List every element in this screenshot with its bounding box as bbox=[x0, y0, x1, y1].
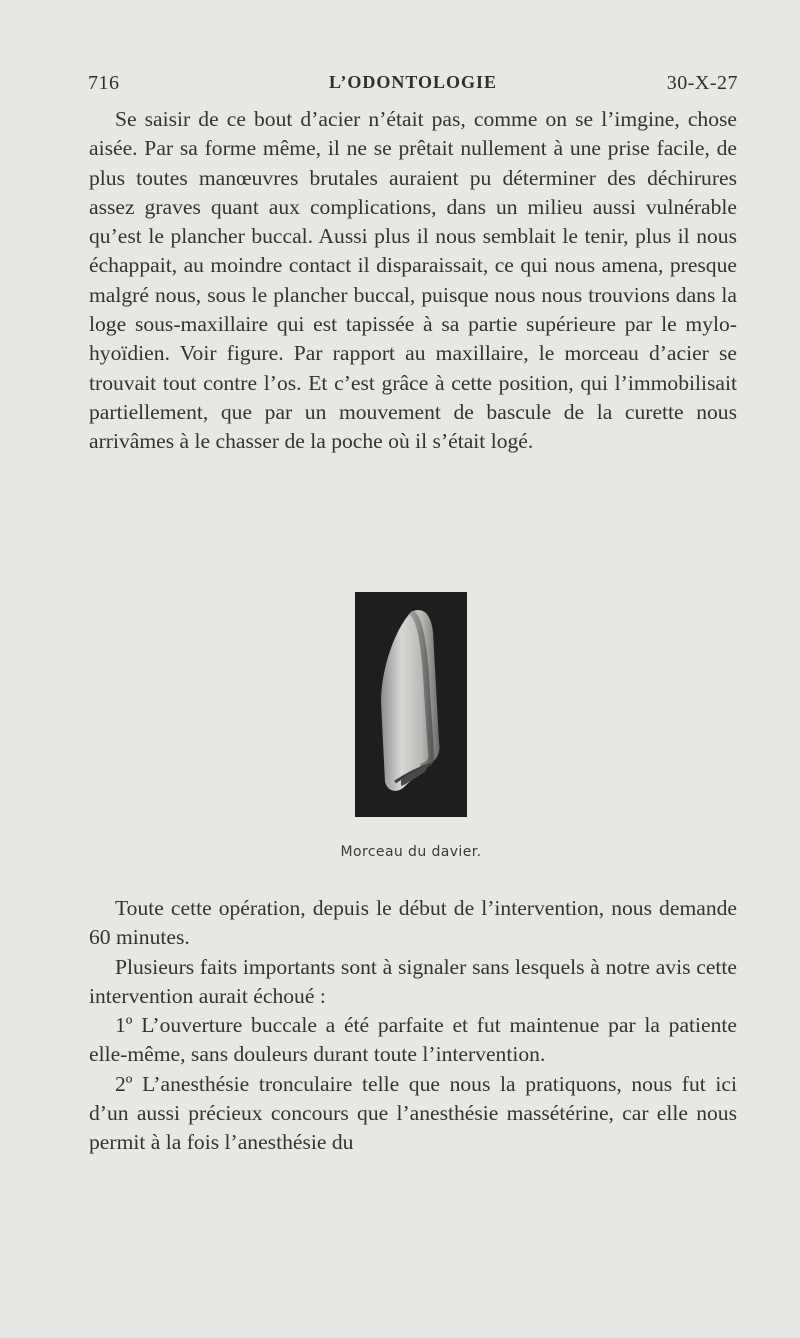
figure-caption: Morceau du davier. bbox=[340, 844, 482, 860]
issue-date: 30-X-27 bbox=[666, 72, 738, 94]
journal-title: L’ODONTOLOGIE bbox=[328, 72, 498, 92]
paragraph: Se saisir de ce bout d’acier n’était pas, comme on se l’imgine, chose aisée. Par sa forme même, il ne se prêtait nullement à une prise facile, de plus toutes manœuvres brutales auraient pu déterminer des déchirures assez graves quant aux complications, dans un milieu aussi vulnérable qu’est le plancher buccal. Aussi plus il nous semblait le tenir, plus il nous échappait, au moindre contact il disparaissait, ce qui nous amena, presque malgré nous, sous le plancher buccal, puisque nous nous trouvions dans la loge sous-maxillaire qui est tapissée à sa partie supérieure par le mylo-hyoïdien. Voir figure. Par rapport au maxillaire, le morceau d’acier se trouvait tout contre l’os. Et c’est grâce à cette position, qui l’immobilisait partiellement, que par un mouvement de bascule de la curette nous arrivâmes à le chasser de la poche où il s’était logé. bbox=[89, 107, 737, 454]
page-number: 716 bbox=[88, 72, 120, 94]
steel-fragment-figure bbox=[355, 592, 467, 817]
steel-fragment-image bbox=[355, 592, 467, 817]
running-header bbox=[88, 72, 738, 100]
paragraph: 1º L’ouverture buccale a été parfaite et fut maintenue par la patiente elle-même, sans douleurs durant toute l’intervention. bbox=[89, 1013, 737, 1067]
paragraph: Toute cette opération, depuis le début de l’intervention, nous demande 60 minutes. bbox=[89, 896, 737, 950]
body-text-top bbox=[89, 105, 737, 457]
paragraph: Plusieurs faits importants sont à signaler sans lesquels à notre avis cette intervention aurait échoué : bbox=[89, 954, 737, 1008]
paragraph: 2º L’anesthésie tronculaire telle que nous la pratiquons, nous fut ici d’un aussi précieux concours que l’anesthésie massétérine, car elle nous permit à la fois l’anesthésie du bbox=[89, 1071, 737, 1155]
body-text-bottom bbox=[89, 894, 737, 1158]
